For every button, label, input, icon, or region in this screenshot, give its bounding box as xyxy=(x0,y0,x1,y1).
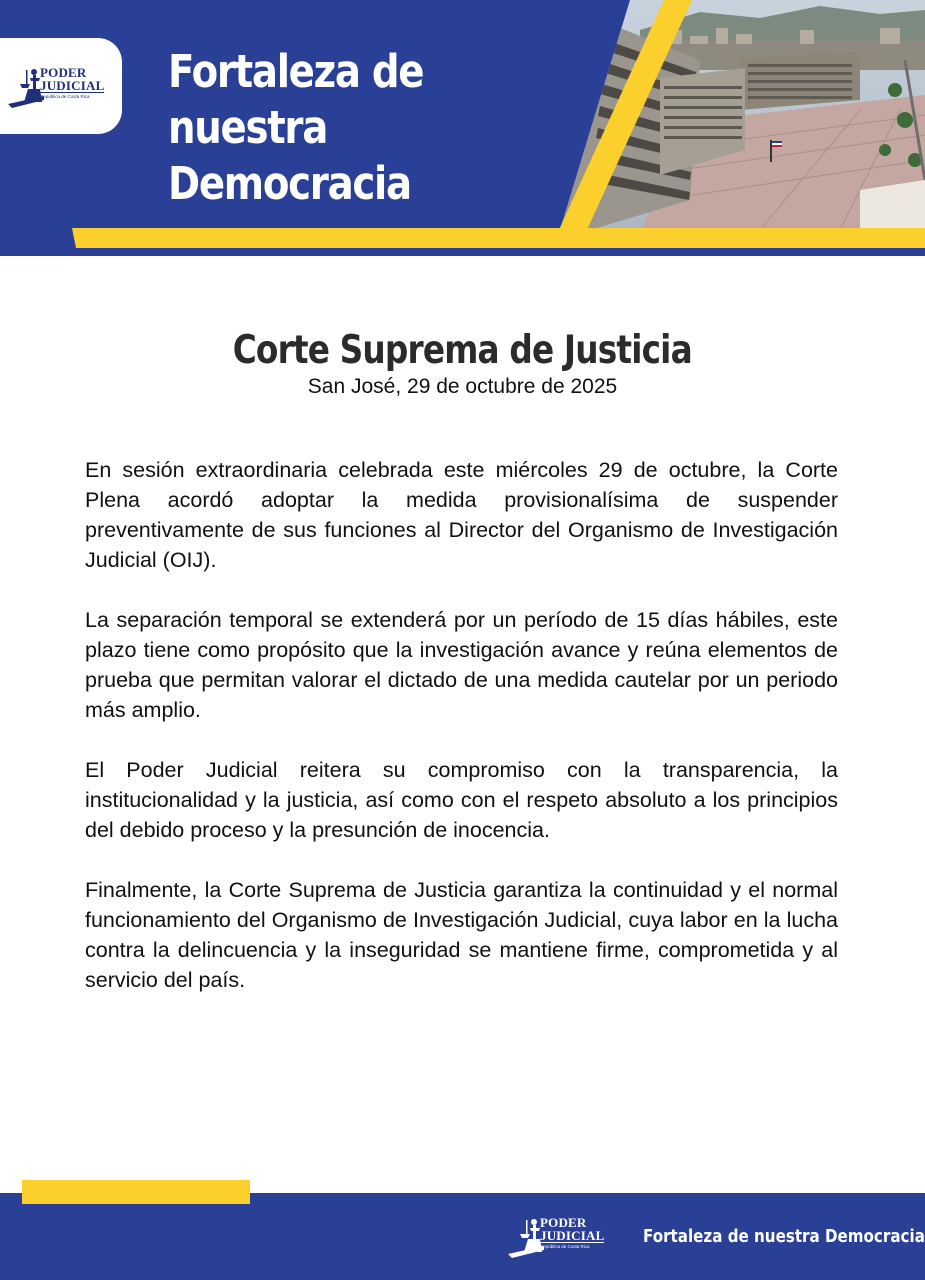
paragraph-4: Finalmente, la Corte Suprema de Justicia garantiza la continuidad y el normal funcionamiento del Organismo de Investigación Judicial, cuya labor en la lucha contra la delincuencia y la inseguridad se mantiene firme, comprometida y al servicio del país. xyxy=(85,878,838,992)
paragraph-3: El Poder Judicial reitera su compromiso con la transparencia, la institucionalidad y la justicia, así como con el respeto absoluto a los principios del debido proceso y la presunción de inocencia. xyxy=(85,758,838,842)
header-banner xyxy=(0,0,925,256)
poder-judicial-logo[interactable] xyxy=(6,66,116,110)
footer-logo-wordmark xyxy=(540,1216,604,1250)
header-title xyxy=(168,44,529,212)
header-title-line-2: Democracia xyxy=(168,157,411,210)
logo-line-2: JUDICIAL xyxy=(40,78,105,93)
footer-logo-line-3: República de Costa Rica xyxy=(540,1244,590,1249)
document-title xyxy=(0,326,925,376)
header-title-line-1: Fortaleza de nuestra xyxy=(168,45,424,154)
footer-accent-bar xyxy=(22,1180,250,1204)
logo-wordmark xyxy=(40,66,104,100)
document-date: San José, 29 de octubre de 2025 xyxy=(307,375,618,398)
paragraph-1: En sesión extraordinaria celebrada este miércoles 29 de octubre, la Corte Plena acordó adoptar la medida provisionalísima de suspender preventivamente de sus funciones al Director del Organismo de Investigación Judicial (OIJ). xyxy=(85,458,838,572)
logo-line-1: PODER xyxy=(40,65,87,80)
footer-poder-judicial-logo[interactable] xyxy=(506,1216,616,1260)
paragraph-2: La separación temporal se extenderá por un período de 15 días hábiles, este plazo tiene como propósito que la investigación avance y reúna elementos de prueba que permitan valorar el dictado de una medida cautelar por un periodo más amplio. xyxy=(85,608,838,722)
footer-slogan: Fortaleza de nuestra Democracia xyxy=(643,1226,925,1247)
logo-line-3: República de Costa Rica xyxy=(40,94,90,99)
footer-logo-line-1: PODER xyxy=(540,1215,587,1230)
logo-tab xyxy=(0,38,122,134)
footer-logo-line-2: JUDICIAL xyxy=(540,1228,605,1243)
document-title-text: Corte Suprema de Justicia xyxy=(232,328,693,373)
document-body xyxy=(85,455,838,1025)
